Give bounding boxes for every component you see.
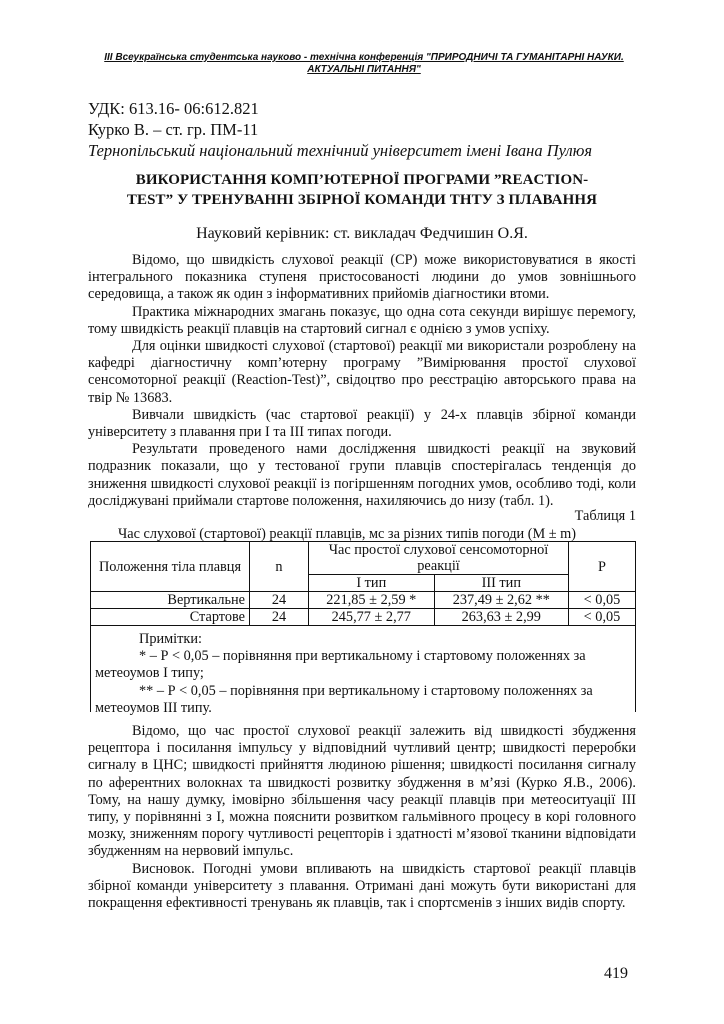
table-caption: Час слухової (стартової) реакції плавців, мс за різних типів погоди (M ± m) (118, 526, 577, 542)
paragraph: Результати проведеного нами дослідження швидкості реакції на звуковий подразник показали, що у тестованої групи плавців спостерігалась тенденція до зниження швидкості слухової реакції із погіршенням погодних умов, особливо тоді, коли досліджувані приймали стартове положення, нахиляючись до низу (табл. 1). (88, 441, 636, 509)
conference-header (96, 52, 632, 76)
paragraph: Вивчали швидкість (час стартової реакції) у 24-х плавців збірної команди університету з плавання при І та ІІІ типах погоди. (88, 406, 636, 441)
affiliation: Тернопільський національний технічний університет імені Івана Пулюя (88, 141, 593, 160)
cell-p: < 0,05 (569, 609, 636, 626)
conference-header-line2: АКТУАЛЬНІ ПИТАННЯ" (307, 64, 421, 75)
paragraph: Практика міжнародних змагань показує, що одна сота секунди вирішує перемогу, тому швидкість реакції плавців на стартовий сигнал є однією з умов успіху. (88, 303, 636, 337)
note-1-line1: * – Р < 0,05 – порівняння при вертикальному і стартовому положеннях за (139, 648, 586, 665)
udk-code: УДК: 613.16- 06:612.821 (88, 99, 259, 118)
cell-position: Стартове (91, 609, 250, 626)
table-number: Таблиця 1 (574, 508, 636, 524)
cell-n: 24 (250, 592, 309, 609)
table-header-row (91, 542, 636, 575)
article-meta (88, 98, 592, 161)
cell-p: < 0,05 (569, 592, 636, 609)
conference-header-line1: ІІІ Всеукраїнська студентська науково - технічна конференція "ПРИРОДНИЧІ ТА ГУМАНІТАРНІ НАУКИ. (104, 52, 624, 63)
paragraph: Відомо, що час простої слухової реакції залежить від швидкості збудження рецептора і посилання імпульсу у відповідний чутливий центр; швидкості переробки сигналу в ЦНС; швидкості прийняття людиною рішення; швидкості посилання сигналу по аферентних волокнах та швидкості розвитку збудження в м’язі (Курко Я.В., 2006). Тому, на нашу думку, імовірно збільшення часу реакції плавців при метеоситуації ІІІ типу, у порівнянні з І, можна пояснити розвитком гальмівного процесу в корі головного мозку, зниженням порогу чутливості рецепторів і здатності м’язової тканини відповідати збудженням на нервовий імпульс. (88, 723, 636, 860)
notes-title: Примітки: (139, 631, 202, 647)
header-n: n (250, 542, 309, 592)
paragraph: Для оцінки швидкості слухової (стартової) реакції ми використали розроблену на кафедрі діагностичну комп’ютерну програму ”Вимірювання простої слухової сенсомоторної реакції (Reaction-Test)”, свідоцтво про реєстрацію авторського права на твір № 13683. (88, 338, 636, 406)
header-p: P (569, 542, 636, 592)
article-title-line2: TEST” У ТРЕНУВАННІ ЗБІРНОЇ КОМАНДИ ТНТУ З ПЛАВАННЯ (126, 192, 598, 208)
supervisor-line: Науковий керівник: ст. викладач Федчишин О.Я. (196, 225, 528, 242)
conclusion-paragraph: Висновок. Погодні умови впливають на швидкість стартової реакції плавців збірної команди університету з плавання. Отримані дані можуть бути використані для покращення ефективності тренувань як плавців, так і спортсменів з інших видів спорту. (88, 860, 636, 912)
body-text-upper (88, 252, 636, 510)
article-title (88, 170, 636, 210)
note-2-line1: ** – Р < 0,05 – порівняння при вертикальному і стартовому положеннях за (139, 682, 593, 699)
article-title-line1: ВИКОРИСТАННЯ КОМП’ЮТЕРНОЇ ПРОГРАМИ ”REACTION- (135, 172, 589, 188)
table-row (91, 609, 636, 626)
header-position: Положення тіла плавця (91, 542, 250, 592)
cell-type1: 221,85 ± 2,59 * (309, 592, 435, 609)
cell-type1: 245,77 ± 2,77 (309, 609, 435, 626)
note-1-line2: метеоумов І типу; (95, 665, 204, 682)
cell-type3: 237,49 ± 2,62 ** (434, 592, 568, 609)
note-2-line2: метеоумов ІІІ типу. (95, 699, 212, 716)
cell-type3: 263,63 ± 2,99 (434, 609, 568, 626)
header-type1: І тип (309, 575, 435, 592)
cell-n: 24 (250, 609, 309, 626)
cell-position: Вертикальне (91, 592, 250, 609)
table-row (91, 592, 636, 609)
header-reaction-time: Час простої слухової сенсомоторної реакції (309, 542, 569, 575)
header-type3: ІІІ тип (434, 575, 568, 592)
body-text-lower (88, 723, 636, 912)
table-notes (95, 631, 631, 717)
paragraph: Відомо, що швидкість слухової реакції (СР) може використовуватися в якості інтегрального показника ступеня пристосованості людини до умов зовнішнього середовища, а також як один з інформативних прийомів діагностики втоми. (88, 252, 636, 303)
author-line: Курко В. – ст. гр. ПМ-11 (88, 120, 259, 139)
page-number: 419 (604, 965, 628, 982)
